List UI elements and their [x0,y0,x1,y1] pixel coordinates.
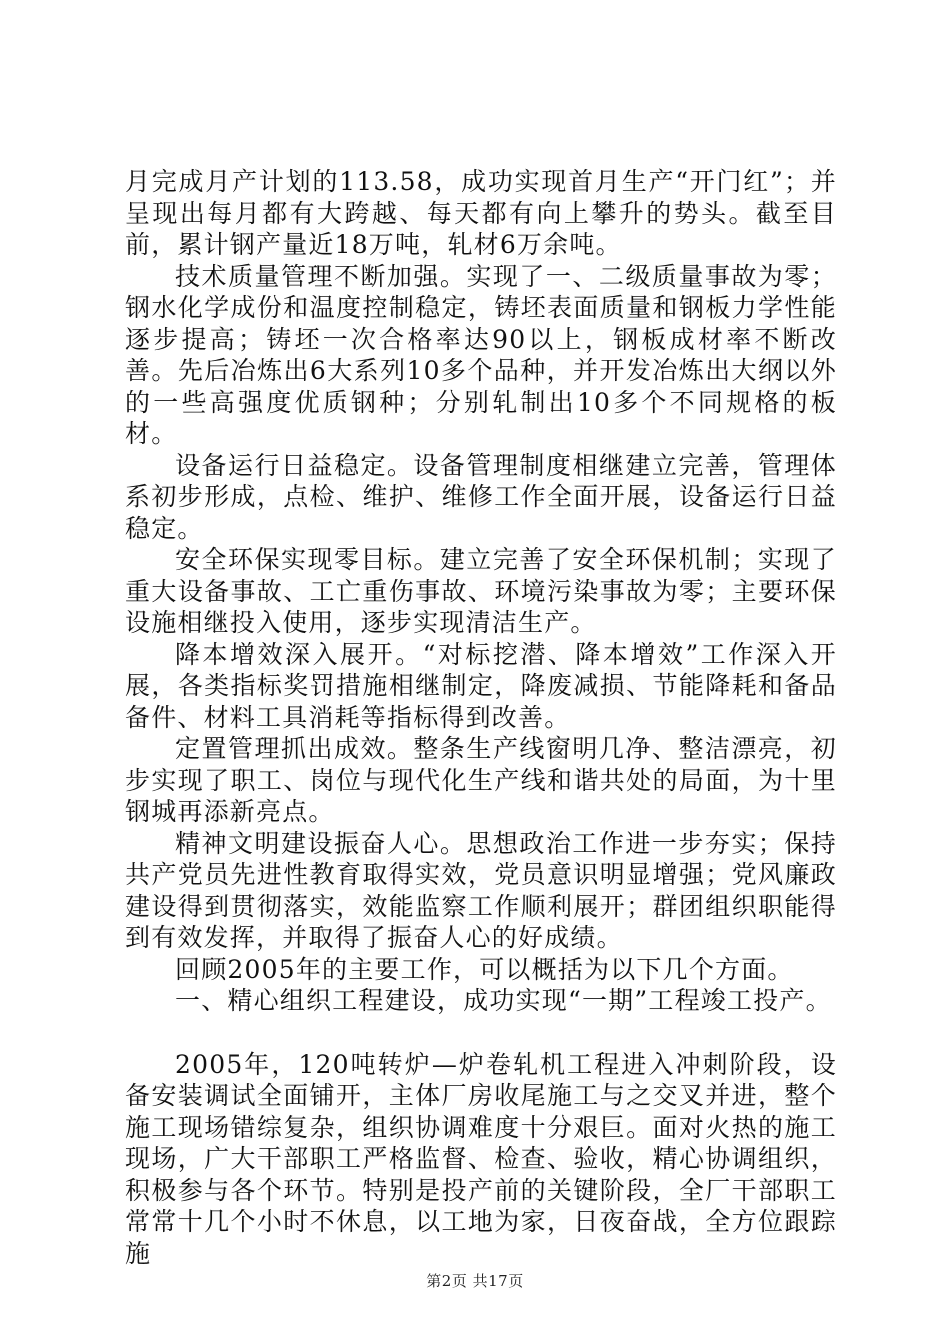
paragraph-safety-environment: 安全环保实现零目标。建立完善了安全环保机制；实现了重大设备事故、工亡重伤事故、环境污染事故为零；主要环保设施相继投入使用，逐步实现清洁生产。 [125,545,837,637]
paragraph-cost-reduction: 降本增效深入展开。“对标挖潜、降本增效”工作深入开展，各类指标奖罚措施相继制定，降废减损、节能降耗和备品备件、材料工具消耗等指标得到改善。 [125,639,837,732]
paragraph-spacer [125,1017,837,1049]
paragraph-equipment-operation: 设备运行日益稳定。设备管理制度相继建立完善，管理体系初步形成，点检、维护、维修工作全面开展，设备运行日益稳定。 [125,450,837,543]
section-heading-one: 一、精心组织工程建设，成功实现“一期”工程竣工投产。 [175,986,832,1015]
paragraph-review-intro: 回顾2005年的主要工作，可以概括为以下几个方面。 [175,954,794,984]
paragraph-production-output: 月完成月产计划的113.58，成功实现首月生产“开门红”；并呈现出每月都有大跨越、每天都有向上攀升的势头。截至目前，累计钢产量近18万吨，轧材6万余吨。 [125,167,837,259]
paragraph-site-management: 定置管理抓出成效。整条生产线窗明几净、整洁漂亮，初步实现了职工、岗位与现代化生产线和谐共处的局面，为十里钢城再添新亮点。 [125,734,837,826]
paragraph-project-construction: 2005年，120吨转炉—炉卷轧机工程进入冲刺阶段，设备安装调试全面铺开，主体厂房收尾施工与之交叉并进，整个施工现场错综复杂，组织协调难度十分艰巨。面对火热的施工现场，广大干部职工严格监督、检查、验收，精心协调组织，积极参与各个环节。特别是投产前的关键阶段，全厂干部职工常常十几个小时不休息，以工地为家，日夜奋战，全方位跟踪施 [125,1049,837,1268]
document-body [125,166,837,1269]
paragraph-spiritual-civilization: 精神文明建设振奋人心。思想政治工作进一步夯实；保持共产党员先进性教育取得实效，党员意识明显增强；党风廉政建设得到贯彻落实，效能监察工作顺利展开；群团组织职能得到有效发挥，并取得了振奋人心的好成绩。 [125,828,837,952]
page-number-footer: 第2页 共17页 [426,1272,524,1290]
paragraph-quality-management: 技术质量管理不断加强。实现了一、二级质量事故为零；钢水化学成份和温度控制稳定，铸坯表面质量和钢板力学性能逐步提高；铸坯一次合格率达90以上，钢板成材率不断改善。先后冶炼出6大系列10多个品种，并开发冶炼出大纲以外的一些高强度优质钢种；分别轧制出10多个不同规格的板材。 [125,261,837,448]
